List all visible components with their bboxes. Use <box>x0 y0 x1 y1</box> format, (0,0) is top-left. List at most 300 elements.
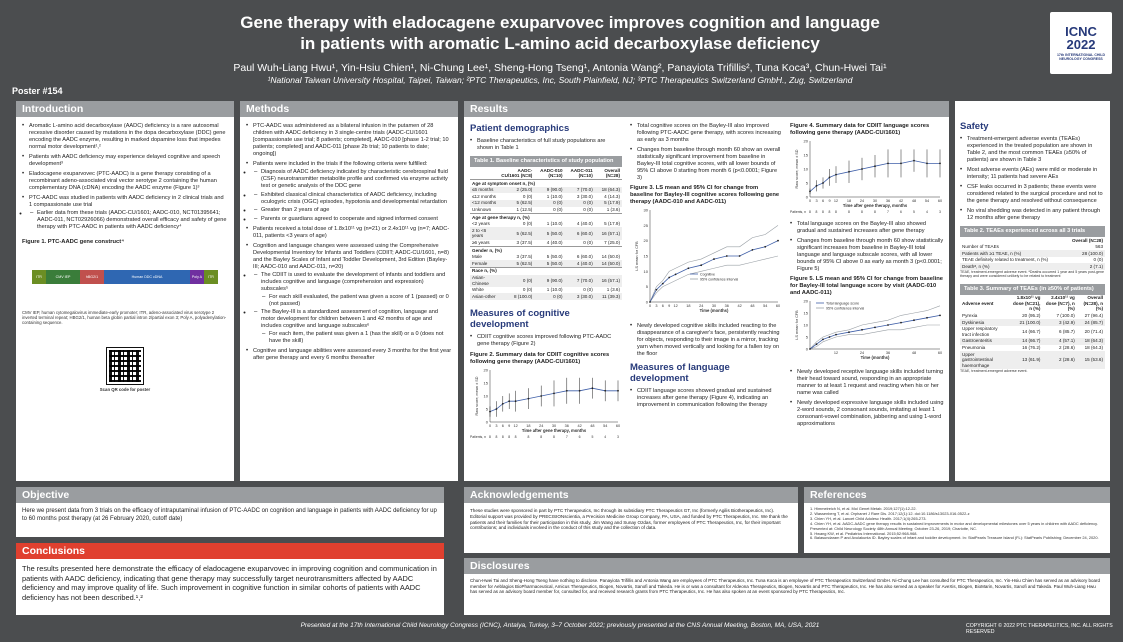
data-point <box>496 408 498 410</box>
x-tick-label: 36 <box>885 199 891 203</box>
methods-sub-bullet: – ◦ Exhibited classical clinical characteristics of AADC deficiency, including oculogyric crisis (OGC) episodes, hypotonia and developmental retardation <box>253 192 452 206</box>
objective-heading: Objective <box>16 487 444 503</box>
data-point <box>592 387 594 389</box>
patients-count: 8 <box>508 434 511 439</box>
results-bullet: • Changes from baseline through month 60 show an overall statistically significant improvement from baseline in Bayley-III total cognitive scores, with all lower bounds of 95% CI above 0 starting from month 6 (p<0.0001; Figure 3) <box>630 147 782 182</box>
x-tick-label: 30 <box>872 199 878 203</box>
table-group-row: Age at symptom onset n, (%) <box>470 180 622 187</box>
table-cell: 1 (3.6) <box>606 207 620 213</box>
table-row <box>960 351 1105 369</box>
x-tick-label: 18 <box>846 199 852 203</box>
methods-sub-bullet: – ◦ Greater than 2 years of age <box>253 207 452 214</box>
table-row <box>470 221 622 228</box>
x-tick-label: 18 <box>526 423 531 428</box>
qr-code[interactable] <box>107 348 143 384</box>
data-point <box>515 400 517 402</box>
cmv-segment: CMV IEP <box>46 270 80 284</box>
table-header-cell: 2.4x10¹¹ vg dose (N=7), n (%) <box>1045 295 1075 312</box>
table-row <box>960 319 1105 326</box>
table-header-cell: Adverse event <box>962 300 994 306</box>
table-cell: 7 (70.0) <box>576 277 593 283</box>
data-point <box>829 177 831 179</box>
patients-count: 4 <box>926 210 928 214</box>
methods-heading: Methods <box>240 101 458 117</box>
results-col1 <box>470 123 622 443</box>
table-cell: 21 (100.0) <box>1019 319 1041 325</box>
table-cell: 0 (0) <box>553 293 563 299</box>
table-cell: 0 (0) <box>583 287 593 293</box>
patients-count: 4 <box>604 434 607 439</box>
data-point <box>675 274 677 276</box>
affiliations: ¹National Taiwan University Hospital, Taipei, Taiwan; ²PTC Therapeutics, Inc, South Plainfield, NJ; ³PTC Therapeutics Switzerland GmbH., Zug, Switzerland <box>267 75 853 85</box>
safety-bullet: • No viral shedding was detected in any patient through 12 months after gene therapy <box>960 208 1105 222</box>
table-row <box>960 313 1105 320</box>
table-cell: 0 (0) <box>583 240 593 246</box>
table-group-row: Age at gene therapy n, (%) <box>470 214 622 221</box>
methods-bullet: • Cognitive and language abilities were assessed every 3 months for the first year after gene therapy and every 6 months thereafter <box>246 348 452 362</box>
reference-item: 6. Balasundaram P and Avulakunta ID. Bayley scales of infant and toddler development. In: StatPearls Treasure Island (FL): StatPearls Publishing; December 24, 2020. <box>810 535 1099 541</box>
results-bullet: • Changes from baseline through month 60 show statistically significant increases from baseline in Bayley-III total language and language subscale scores, with all lower bounds of 95% CI above 0 as early as month 3 (p<0.0001; Figure 5) <box>790 238 944 273</box>
x-tick-label: 60 <box>937 351 943 355</box>
table-cell: 5 (17.9) <box>604 221 620 227</box>
x-tick-label: 60 <box>615 423 621 428</box>
table-cell: 5 (62.5) <box>516 200 533 206</box>
data-point <box>662 283 664 285</box>
methods-sub-bullet: – ◦ The CDIIT is used to evaluate the development of infants and toddlers and includes cognitive and language (comprehension and expression) subscales⁵ – For each skill evaluated, the patient was given a score of 1 (passed) or 0 (not passed) <box>253 272 452 308</box>
table-cell: 3 (30.0) <box>576 293 593 299</box>
table-cell: 5 (62.5) <box>516 230 533 236</box>
legend-label: Total language score <box>826 301 860 306</box>
safety-bullet: • Treatment-emergent adverse events (TEAEs) experienced in the treated population are shown in Table 2, and the most common TEAEs (≥50% of patients) are shown in Table 3 <box>960 136 1105 164</box>
table2-title: Table 2. TEAEs experienced across all 3 trials <box>960 226 1105 237</box>
patients-count: 8 <box>815 210 818 214</box>
table-row <box>470 200 622 207</box>
table-row <box>470 227 622 239</box>
table-cell: 0 (0) <box>553 200 563 206</box>
acknowledgements-heading: Acknowledgements <box>464 487 798 503</box>
table-cell: 18 (64.3) <box>601 187 620 193</box>
table-cell: 7 (25.0) <box>604 240 620 246</box>
table-cell: ≤12 months <box>472 193 496 199</box>
disclosures-text: Chun-Hwei Tai and Sheng-Hong Tseng have nothing to disclose. Panayiota Trifillis and Antonia Wang are employees of PTC Therapeutics, Inc. Tuna Koca is an employee of PTC Therapeutics Switzerland GmbH. Ni-Chung Lee has consulted for PTC Therapeutics, Inc. Yin-Hsiu Chien has served as an advisory board member for Aeblagios BioPharmaceutical, Amicus Therapeutics, Biogen, Novartis, Sanofi and Takeda. He is or was a consultant for Aldeona Therapeutics, Biogen, Novartis and PTC Therapeutics, Inc. He has also served as a speaker for AveXis, Biogen, BioMarin, Novartis, Sanofi and Takeda. Paul Wuh-Liang Hwu has served as an advisory board member for, consulted for, and received research grants from PTC Therapeutics, Inc. He has also spoken at an event sponsored by PTC Therapeutics, Inc. <box>470 578 1101 595</box>
y-tick-label: 5 <box>645 284 648 290</box>
table-cell: 5 (50.0) <box>546 254 563 260</box>
introduction-panel <box>16 101 234 481</box>
introduction-bullets <box>22 123 228 231</box>
data-point <box>913 160 915 162</box>
x-tick-label: 9 <box>508 423 511 428</box>
data-point <box>887 324 889 326</box>
data-point <box>809 191 811 193</box>
reference-item: 3. Chien YH, et al. Lancet Child Adolesc Health. 2017;1(4):265-273. <box>810 515 927 521</box>
table-row <box>960 250 1105 257</box>
reference-item: 1. Himmelreich N, et al. Mol Genet Metab. 2019;127(1):12-22. <box>810 506 917 511</box>
figure2-title: Figure 2. Summary data for CDIIT cognitive scores following gene therapy (AADC-CU/1601) <box>470 351 610 365</box>
y-tick-label: 0 <box>645 299 648 305</box>
table-cell: 2 to <6 years <box>472 227 487 239</box>
table-cell: 16 (57.1) <box>601 277 620 283</box>
x-tick-label: 9 <box>828 199 831 203</box>
table-cell: 14 (50.0) <box>601 254 620 260</box>
methods-sub-bullet: – ◦ Diagnosis of AADC deficiency indicated by characteristic cerebrospinal fluid (CSF) neurotransmitter metabolite profile and confirmed via enzyme activity test or genetic analysis of the DDC gene <box>253 169 452 190</box>
patients-count: 8 <box>527 434 530 439</box>
data-point <box>604 390 606 392</box>
data-point <box>700 264 702 266</box>
patients-count: 3 <box>939 210 941 214</box>
x-tick-label: 60 <box>775 304 781 308</box>
table-row <box>470 254 622 261</box>
table-cell: 4 (14.3) <box>604 193 620 199</box>
safety-panel <box>955 101 1110 481</box>
data-point <box>900 163 902 165</box>
figure4-chart <box>790 137 944 215</box>
table-row <box>470 287 622 294</box>
figure3-title: Figure 3. LS mean and 95% CI for change from baseline for Bayley-III cognitive scores following gene therapy (AADC-010 and AADC-011) <box>630 185 780 205</box>
x-tick-label: 24 <box>699 304 704 308</box>
icnc-logo: ICNC 2022 17th INTERNATIONAL CHILD NEUROLOGY CONGRESS <box>1050 12 1112 74</box>
poster-number: Poster #154 <box>12 86 63 96</box>
table-cell: 24 (85.7) <box>1084 319 1103 325</box>
table-cell: <2 years <box>472 221 490 227</box>
table-header-cell: 1.8x10¹¹ vg dose (N=21), n (%) <box>1013 295 1041 312</box>
x-tick-label: 3 <box>495 423 498 428</box>
results-heading: Results <box>464 101 949 117</box>
y-axis-label: LS mean for CFB <box>635 241 639 271</box>
patients-count: 8 <box>874 210 876 214</box>
disclosures-heading: Disclosures <box>464 558 1110 574</box>
acknowledgements-box <box>464 487 798 553</box>
results-col2 <box>630 123 782 412</box>
x-tick-label: 3 <box>655 304 658 308</box>
table-row <box>470 240 622 247</box>
methods-bullets <box>246 123 452 362</box>
table-cell: 5 (62.5) <box>516 260 533 266</box>
table-cell: 0 (0) <box>522 277 533 283</box>
table-row <box>960 326 1105 338</box>
results-bullet: • Newly developed receptive language skills included turning their head toward sound, responding in an appropriate manner to at least 1 request and reacting when his or her name was called <box>790 369 944 397</box>
table-cell: 4 (40.0) <box>546 240 563 246</box>
y-tick-label: 25 <box>643 222 648 228</box>
data-point <box>566 390 568 392</box>
data-point <box>809 348 811 350</box>
data-point <box>668 277 670 279</box>
table-row <box>470 187 622 194</box>
table-cell: 0 (0) <box>522 193 533 199</box>
table2-note: TEAE, treatment-emergent adverse event. ᵃDeaths occurred 1 year and 5 years post-gene therapy and were considered unlikely to be related to treatment <box>960 269 1104 279</box>
methods-sub-sub-bullet: – For each skill evaluated, the patient was given a score of 1 (passed) or 0 (not passed) <box>261 294 452 308</box>
table-group-row: Race n, (%) <box>470 267 622 274</box>
data-point <box>939 163 941 165</box>
table-cell: 4 (40.0) <box>576 221 593 227</box>
y-tick-label: 0 <box>805 194 808 200</box>
hbg-segment: hBG2/1 <box>80 270 104 284</box>
references-panel <box>804 487 1110 553</box>
table-cell: Patients with ≥1 TEAE, n (%) <box>962 250 1022 256</box>
table-cell: 27 (96.4) <box>1084 313 1103 319</box>
table-cell: Gastroenteritis <box>962 338 992 344</box>
table-cell: 5 (17.9) <box>604 200 620 206</box>
table-cell: 2 (7.1) <box>1089 263 1103 269</box>
data-point <box>713 258 715 260</box>
table-cell: 9 (90.0) <box>546 277 563 283</box>
data-point <box>816 343 818 345</box>
table-cell: Number of TEAEs <box>962 244 999 250</box>
y-axis-label: Raw score, mean ± SD <box>795 149 799 189</box>
table-cell: 2 (25.0) <box>516 187 533 193</box>
objective-text: Here we present data from 3 trials on the efficacy of intraputaminal infusion of PTC-AADC on cognition and language in patients with AADC deficiency for up to 60 months post therapy (at 26 February 2020, cutoff date) <box>22 508 437 522</box>
data-point <box>887 163 889 165</box>
references-heading: References <box>804 487 1110 503</box>
table-cell: 11 (39.3) <box>601 293 620 299</box>
x-axis-label: Time (months) <box>699 308 729 313</box>
data-point <box>913 319 915 321</box>
x-tick-label: 6 <box>501 423 504 428</box>
disclosures-panel <box>464 558 1110 615</box>
table-header-cell: Overall (N=28), n (%) <box>1083 295 1103 312</box>
results-col3 <box>790 123 944 431</box>
x-tick-label: 42 <box>737 304 742 308</box>
polya-segment: Poly A <box>190 270 204 284</box>
y-tick-label: 20 <box>803 138 808 144</box>
patients-count: 8 <box>540 434 543 439</box>
patients-count: 8 <box>835 210 837 214</box>
patients-label: Patients, n <box>790 210 807 214</box>
data-point <box>528 398 530 400</box>
patients-count: 8 <box>828 210 831 214</box>
data-point <box>829 336 831 338</box>
table-cell: 8 (100.0) <box>513 293 533 299</box>
table-cell: Upper respiratory tract infection <box>962 326 998 337</box>
table-cell: 3 (30.0) <box>576 193 593 199</box>
table-cell: 1 (3.6) <box>606 287 620 293</box>
table-cell: Pneumonia <box>962 345 986 351</box>
patients-count: 8 <box>489 434 491 439</box>
legend-label: 95% confidence interval <box>700 277 739 282</box>
table-cell: White <box>472 287 484 293</box>
table-cell: 3 (37.5) <box>516 254 533 260</box>
safety-title: Safety <box>960 121 989 132</box>
patients-count: 8 <box>514 434 517 439</box>
table-cell: 1 (10.0) <box>546 221 563 227</box>
cognitive-bullet: • CDIIT cognitive scores improved following PTC-AADC gene therapy (Figure 2) <box>470 334 622 348</box>
data-point <box>848 331 850 333</box>
legend-label: Cognitive <box>700 272 715 277</box>
methods-bullet: • Patients received a total dose of 1.8x10¹¹ vg (n=21) or 2.4x10¹¹ vg (n=7; AADC-011, patients <3 years of age) <box>246 226 452 240</box>
y-tick-label: 5 <box>805 334 808 340</box>
x-tick-label: 18 <box>686 304 691 308</box>
x-tick-label: 24 <box>859 199 865 203</box>
table-cell: 9 (90.0) <box>546 187 563 193</box>
data-point <box>900 322 902 324</box>
intro-bullet: • PTC-AADC was studied in patients with AADC deficiency in 2 clinical trials and 1 compassionate use trial – ◦ Earlier data from these trials (AADC-CU/1601; AADC-010, NCT01395641; AADC-011, NCT02926066) demonstrated overall efficacy and safety of gene therapy with PTC-AADC in patients with AADC deficiency⁴ <box>22 195 228 231</box>
data-point <box>752 249 754 251</box>
patients-count: 8 <box>501 434 504 439</box>
data-point <box>926 317 928 319</box>
results-bullet: • Total cognitive scores on the Bayley-III also improved following PTC-AADC gene therapy, with scores increasing as early as 3 months <box>630 123 782 144</box>
methods-panel <box>240 101 458 481</box>
results-panel <box>464 101 949 481</box>
patients-count: 7 <box>565 434 568 439</box>
figure5-chart <box>790 297 944 363</box>
table-header-cell <box>470 167 498 180</box>
data-point <box>508 400 510 402</box>
table-cell: Asian-other <box>472 293 496 299</box>
y-tick-label: 30 <box>643 207 648 213</box>
y-tick-label: 15 <box>803 152 808 158</box>
safety-bullet: • CSF leaks occurred in 3 patients; these events were considered related to the surgical procedure and not to the gene therapy and resolved without consequence <box>960 184 1105 205</box>
y-tick-label: 20 <box>803 298 808 304</box>
table-header-cell: AADC-CU/1601 (N=8) <box>501 167 533 179</box>
table3-title: Table 3. Summary of TEAEs (in ≥50% of patients) <box>960 284 1105 295</box>
table-cell: Pyrexia <box>962 313 978 319</box>
data-point <box>540 395 542 397</box>
demographics-bullet: • Baseline characteristics of full study populations are shown in Table 1 <box>470 138 622 152</box>
data-point <box>649 301 651 303</box>
patients-count: 8 <box>822 210 824 214</box>
data-point <box>579 390 581 392</box>
x-tick-label: 6 <box>821 199 825 203</box>
x-tick-label: 12 <box>833 199 839 203</box>
y-tick-label: 10 <box>483 393 488 399</box>
x-tick-label: 3 <box>815 199 818 203</box>
intro-sub-bullet: – ◦ Earlier data from these trials (AADC-CU/1601; AADC-010, NCT01395641; AADC-011, NCT02926066) demonstrated overall efficacy and safety of gene therapy with PTC-AADC in patients with AADC deficiency⁴ <box>29 210 228 231</box>
x-tick-label: 12 <box>673 304 678 308</box>
x-tick-label: 48 <box>911 351 917 355</box>
table-cell: Female <box>472 260 488 266</box>
patients-count: 5 <box>591 434 594 439</box>
patients-label: Patients, n <box>470 434 487 439</box>
conclusions-text: The results presented here demonstrate the efficacy of eladocagene exuparvovec in improving cognition and communication in patients with AADC deficiency, indicating that gene therapy may successfully target neurotransmitters affected by AADC deficiency and may improve quality of life. Such improvement in cognitive function in similar cohorts of patients with AADC deficiency has not been described.¹,² <box>22 564 437 602</box>
intro-bullet: • Aromatic L-amino acid decarboxylase (AADC) deficiency is a rare autosomal recessive disorder caused by mutations in the dopa decarboxylase (DDC) gene encoding the AADC enzyme, resulting in marked dopamine loss that impedes normal motor development¹,² <box>22 123 228 151</box>
conclusions-heading: Conclusions <box>16 543 444 559</box>
patients-count: 8 <box>848 210 850 214</box>
y-tick-label: 20 <box>483 367 488 373</box>
table-cell: Male <box>472 254 482 260</box>
y-tick-label: 20 <box>643 238 648 244</box>
x-axis-label: Time (months) <box>860 355 890 360</box>
x-tick-label: 12 <box>833 351 839 355</box>
results-bullet: • Total language scores on the Bayley-III also showed gradual and sustained increases after gene therapy <box>790 221 944 235</box>
figure1-title: Figure 1. PTC-AADC gene construct⁴ <box>22 239 125 245</box>
data-point <box>822 339 824 341</box>
data-point <box>835 174 837 176</box>
x-axis-label: Time after gene therapy, months <box>842 203 908 208</box>
methods-sub-bullet: – ◦ The Bayley-III is a standardized assessment of cognition, language and motor development for children between 1 and 42 months of age and includes cognitive and language subscales⁶ – For each item, the patient was given a 1 (has the skill) or a 0 (does not have the skill) <box>253 309 452 345</box>
methods-sub-bullet: – ◦ Parents or guardians agreed to cooperate and signed informed consent <box>253 216 452 223</box>
data-point <box>553 392 555 394</box>
table-cell: 18 (64.3) <box>1084 345 1103 351</box>
table-cell: 16 (57.1) <box>601 230 620 236</box>
x-tick-label: 36 <box>564 423 569 428</box>
objective-panel <box>16 487 444 537</box>
intro-bullet: • Patients with AADC deficiency may experience delayed cognitive and speech development³ <box>22 154 228 168</box>
x-tick-label: 6 <box>661 304 664 308</box>
table-cell: Asian-Chinese <box>472 275 489 286</box>
table-cell: 2 (28.6) <box>1059 357 1075 363</box>
table1 <box>470 167 622 300</box>
methods-bullet: • Patients were included in the trials if the following criteria were fulfilled: – ◦ Diagnosis of AADC deficiency indicated by characteristic cerebrospinal fluid (CSF) neurotransmitter metabolite profile and confirmed via enzyme activity test or genetic analysis of the DDC gene – ◦ Exhibited classical clinical characteristics of AADC deficiency, including oculogyric crisis (OGC) episodes, hypotonia and developmental retardation – ◦ Greater than 2 years of age – ◦ Parents or guardians agreed to cooperate and signed informed consent <box>246 161 452 223</box>
table-cell: 14 (66.7) <box>1022 329 1041 335</box>
figure3-chart <box>630 206 782 316</box>
safety-bullet: • Most adverse events (AEs) were mild or moderate in intensity; 11 patients had severe AEs <box>960 167 1105 181</box>
x-tick-label: 60 <box>937 199 943 203</box>
acknowledgements-text: These studies were sponsored in part by PTC Therapeutics, Inc through its subsidiary PTC Therapeutics GT, Inc (formerly Agilis Biotherapeutics, Inc). Editorial support was provided by PRECISIONscientia, a Precision Medicine Group Company, PA, USA, and funded by PTC Therapeutics, Inc. We thank the patients and their families for their participation in this study, Jim Wang and Sunay Ozdas, former employees of PTC Therapeutics, Inc, for their important contributions; and individuals involved in the conduct of this study and the collection of data. <box>470 508 788 531</box>
language-bullet: • CDIIT language scores showed gradual and sustained increases after gene therapy (Figure 4), indicating an improvement in communication following the therapy <box>630 388 782 409</box>
table-group-row: Gender n, (%) <box>470 247 622 254</box>
patients-count: 6 <box>578 434 581 439</box>
intro-bullet: • Eladocagene exuparvovec (PTC-AADC) is a gene therapy consisting of a recombinant adeno-associated viral vector serotype 2 containing the human complementary DNA (cDNA) encoding the AADC enzyme (Figure 1)³ <box>22 171 228 192</box>
authors: Paul Wuh-Liang Hwu¹, Yin-Hsiu Chien¹, Ni-Chung Lee¹, Sheng-Hong Tseng¹, Antonia Wang², Panayiota Trifillis², Tuna Koca³, Chun-Hwei Tai¹ <box>233 62 887 74</box>
table-cell: 28 (100.0) <box>1082 250 1103 256</box>
table-cell: 0 (0) <box>522 287 533 293</box>
y-tick-label: 10 <box>643 268 648 274</box>
data-point <box>822 182 824 184</box>
x-tick-label: 36 <box>885 351 891 355</box>
table-cell: 20 (71.4) <box>1084 329 1103 335</box>
figure4-title: Figure 4. Summary data for CDIIT language scores following gene therapy (AADC-CU/1601) <box>790 123 930 136</box>
table-cell: Deathᵃ, n (%) <box>962 263 990 269</box>
data-point <box>861 329 863 331</box>
x-tick-label: 24 <box>859 351 865 355</box>
methods-bullet: • Cognition and language changes were assessed using the Comprehensive Developmental Inventory for Infants and Toddlers (CDIIT; AADC-CU/1601, n=8) and the Bayley Scales of Infant and Toddler Development, 3rd Edition (Bayley-III; AADC-010 and AADC-011, n=20) – ◦ The CDIIT is used to evaluate the development of infants and toddlers and includes cognitive and language (comprehension and expression) subscales⁵ – For each skill evaluated, the patient was given a score of 1 (passed) or 0 (not passed) – ◦ The Bayley-III is a standardized assessment of cognition, language and motor development for children between 1 and 42 months of age and includes cognitive and language subscales⁶ – For each item, the patient was given a 1 (has the skill) or a 0 (does not have the skill) <box>246 243 452 346</box>
table-cell: 0 (0) <box>1093 257 1103 263</box>
table2: Overall (N=28) Number of TEAEs 563 Patients with ≥1 TEAE, n (%) 28 (100.0) TEAE definitely related to treatment, n (%) 0 (0) Deathᵃ, n (%) 2 (7.1) <box>962 237 1103 269</box>
data-point <box>926 163 928 165</box>
x-tick-label: 48 <box>590 423 595 428</box>
data-point <box>688 267 690 269</box>
table-row <box>470 275 622 287</box>
x-tick-label: 9 <box>668 304 671 308</box>
results-bullet: • Newly developed expressive language skills included using 2-word sounds, 2 consonant sounds, imitating at least 1 consonant-vowel combination, jabbering and using 1-word approximations <box>790 400 944 428</box>
table-cell: 18 (64.3) <box>1084 338 1103 344</box>
x-tick-label: 0 <box>648 304 652 308</box>
table-cell: 3 (37.5) <box>516 240 533 246</box>
table-cell: 15 (53.6) <box>1084 357 1103 363</box>
table-header-cell: AADC-010 (N=10) <box>540 167 563 179</box>
y-tick-label: 0 <box>805 346 808 352</box>
data-point <box>777 240 779 242</box>
y-tick-label: 10 <box>803 166 808 172</box>
legend-label: 95% confidence interval <box>826 306 865 311</box>
table-cell: 13 (61.9) <box>1022 357 1041 363</box>
x-tick-label: 42 <box>577 423 582 428</box>
x-tick-label: 48 <box>750 304 755 308</box>
reference-item: 4. Chien YH, et al. AADC-AADC gene therapy results in sustained improvements in motor and developmental milestones over 5 years in children with AADC deficiency. Presented at: Child Neurology Society 48th Annual Meeting; October 23-26, 2019; Charlotte, NC. <box>810 520 1098 531</box>
x-tick-label: 36 <box>724 304 729 308</box>
itr-segment: ITR <box>32 270 46 284</box>
table-cell: 5 (50.0) <box>546 230 563 236</box>
patients-count: 7 <box>887 210 889 214</box>
data-point <box>656 289 658 291</box>
figure2-chart <box>470 366 622 440</box>
table-cell: 16 (76.2) <box>1022 345 1041 351</box>
table-cell: 0 (0) <box>583 207 593 213</box>
patients-count: 8 <box>495 434 498 439</box>
y-tick-label: 15 <box>803 310 808 316</box>
figure1-caption: CMV IEP, human cytomegalovirus immediate-early promoter; ITR, adeno-associated virus serotype 2 inverted terminal repeat; HBG2/1, human beta globin partial intron 2/partial exon 3; Poly A, polyadenylation-containing sequence. <box>22 310 227 326</box>
table-cell: 4 (40.0) <box>576 260 593 266</box>
footer-text: Presented at the 17th International Child Neurology Congress (ICNC), Antalya, Turkey, 3–7 October 2022; previously presented at the CNS Annual Meeting, Boston, MA, USA, 2021 <box>300 622 820 629</box>
data-point <box>816 185 818 187</box>
x-tick-label: 48 <box>911 199 917 203</box>
y-tick-label: 5 <box>485 406 488 412</box>
table-cell: 6 (60.0) <box>576 254 593 260</box>
y-axis-label: Raw score, mean ± SD <box>475 376 479 416</box>
table-header-cell: Overall (N=28) <box>604 167 620 179</box>
x-tick-label: 42 <box>898 199 904 203</box>
table-cell: <12 months <box>472 200 497 206</box>
x-tick-label: 12 <box>513 423 518 428</box>
